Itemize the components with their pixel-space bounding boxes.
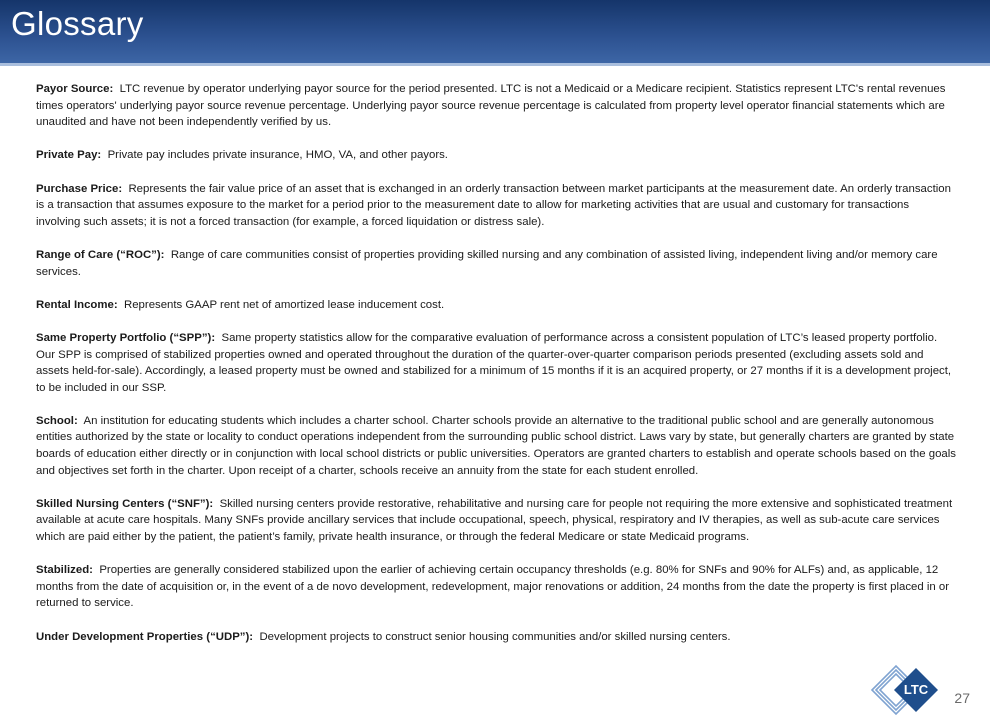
glossary-term: Skilled Nursing Centers (“SNF”): xyxy=(36,497,214,510)
page-number: 27 xyxy=(954,690,970,706)
glossary-entry-private-pay xyxy=(36,147,956,164)
header-divider xyxy=(0,63,990,66)
header-bar xyxy=(0,0,990,66)
page-title: Glossary xyxy=(11,5,144,42)
glossary-definition: An institution for educating students which includes a charter school. Charter schools provide an alternative to the traditional public school and are generally autonomous entities authorized by the state or locality to conduct operations independent from the surrounding public school district. Laws vary by state, but generally charters are granted by state boards of education either directly or in conjunction with local school districts or public universities. Operators are granted charters to establish and operate schools based on the goals and objectives set forth in the charter. Upon receipt of a charter, schools receive an annuity from the state for each student enrolled. xyxy=(36,414,956,477)
glossary-definition: Private pay includes private insurance, HMO, VA, and other payors. xyxy=(107,149,448,162)
glossary-entry-rental-income xyxy=(36,297,956,314)
glossary-term: Rental Income: xyxy=(36,298,118,311)
logo-subtext: REIT xyxy=(924,700,936,712)
glossary-definition: Skilled nursing centers provide restorative, rehabilitative and nursing care for people not requiring the more extensive and sophisticated treatment available at acute care hospitals. Many SNFs provide ancillary services that include occupational, speech, physical, respiratory and IV therapies, as well as sub-acute care services which are paid either by the patient, the patient’s family, private health insurance, or through the federal Medicare or state Medicaid programs. xyxy=(36,497,953,544)
glossary-definition: Represents GAAP rent net of amortized lease inducement cost. xyxy=(124,298,445,311)
glossary-entry-school xyxy=(36,413,956,479)
glossary-term: Stabilized: xyxy=(36,564,93,577)
glossary-entry-payor-source xyxy=(36,81,956,131)
glossary-definition: LTC revenue by operator underlying payor source for the period presented. LTC is not a Medicaid or a Medicare recipient. Statistics represent LTC's rental revenues times operators' underlying payor source revenue percentage. Underlying payor source revenue percentage is calculated from property level operator financial statements which are unaudited and have not been independently verified by us. xyxy=(36,83,946,129)
glossary-term: Payor Source: xyxy=(36,83,114,95)
ltc-reit-logo xyxy=(866,660,950,716)
glossary-term: Range of Care (“ROC”): xyxy=(36,248,165,261)
glossary-entry-purchase-price xyxy=(36,181,956,231)
glossary-term: Same Property Portfolio (“SPP”): xyxy=(36,331,216,344)
glossary-definition: Same property statistics allow for the comparative evaluation of performance across a consistent population of LTC’s leased property portfolio. Our SPP is comprised of stabilized properties owned and operated throughout the duration of the quarter-over-quarter comparison periods presented (excluding assets sold and assets held-for-sale). Accordingly, a leased property must be owned and stabilized for a minimum of 15 months if it is an acquired property, or 27 months if it is a development project, to be included in our SSP. xyxy=(36,331,952,394)
glossary-definition: Properties are generally considered stabilized upon the earlier of achieving certain occupancy thresholds (e.g. 80% for SNFs and 90% for ALFs) and, as applicable, 12 months from the date of acquisition or, in the event of a de novo development, redevelopment, major renovations or addition, 24 months from the date the property is first placed in or returned to service. xyxy=(36,564,950,610)
glossary-term: Under Development Properties (“UDP”): xyxy=(36,630,254,643)
glossary-entry-skilled-nursing-centers xyxy=(36,496,956,546)
glossary-definition: Represents the fair value price of an asset that is exchanged in an orderly transaction between market participants at the measurement date. An orderly transaction is a transaction that assumes exposure to the market for a period prior to the measurement date to allow for marketing activities that are usual and customary for transactions involving such assets; it is not a forced transaction (for example, a forced liquidation or distress sale). xyxy=(36,182,951,228)
logo-text: LTC xyxy=(903,682,929,697)
glossary-term: Private Pay: xyxy=(36,149,102,162)
glossary-term: School: xyxy=(36,414,78,427)
glossary-entry-range-of-care xyxy=(36,247,956,280)
glossary-term: Purchase Price: xyxy=(36,182,123,195)
glossary-definition: Development projects to construct senior housing communities and/or skilled nursing centers. xyxy=(259,630,731,643)
glossary-definition: Range of care communities consist of properties providing skilled nursing and any combination of assisted living, independent living and/or memory care services. xyxy=(36,248,938,278)
glossary-entry-stabilized xyxy=(36,562,956,612)
glossary-entry-same-property-portfolio xyxy=(36,330,956,396)
glossary-list xyxy=(36,81,956,662)
glossary-entry-under-development xyxy=(36,629,956,646)
